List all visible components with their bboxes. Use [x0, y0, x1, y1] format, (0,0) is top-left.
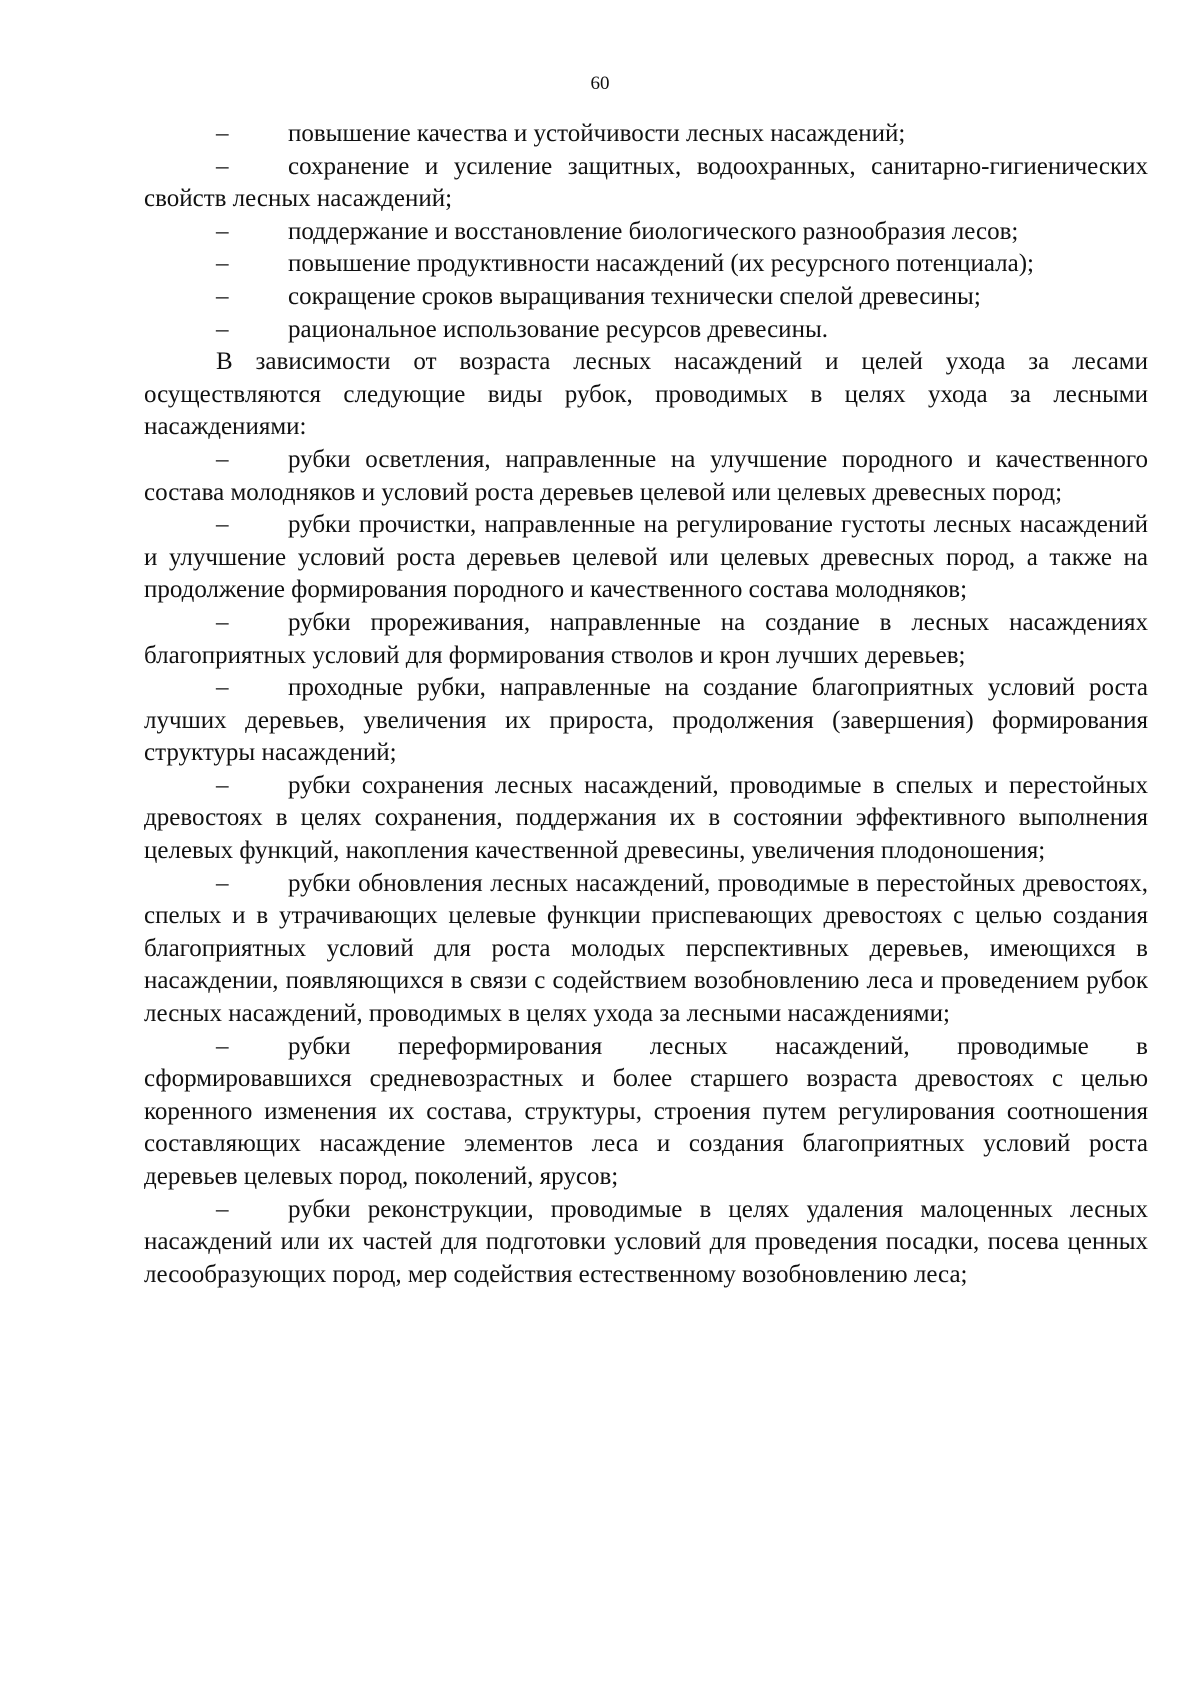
item-text: рациональное использование ресурсов древесины. [288, 315, 828, 343]
list-item [144, 314, 1148, 347]
dash-marker: – [216, 674, 229, 702]
list-item [144, 118, 1148, 151]
dash-marker: – [216, 282, 229, 310]
item-text: рубки переформирования лесных насаждений, проводимые в сформировавшихся средневозрастных и более старшего возраста древостоях с целью коренного изменения их состава, структуры, строения путем регулирования соотношения составляющих насаждение элементов леса и создания благоприятных условий роста деревьев целевых пород, поколений, ярусов; [144, 1032, 1148, 1190]
list-item [144, 248, 1148, 281]
dash-marker: – [216, 608, 229, 636]
item-text: повышение качества и устойчивости лесных насаждений; [288, 120, 906, 147]
list-item [144, 444, 1148, 509]
list-item [144, 281, 1148, 314]
dash-marker: – [216, 315, 229, 343]
dash-marker: – [216, 771, 229, 799]
dash-marker: – [216, 1195, 229, 1223]
item-text: рубки прореживания, направленные на создание в лесных насаждениях благоприятных условий для формирования стволов и крон лучших деревьев; [144, 608, 1148, 669]
list-item [144, 509, 1148, 607]
list-item [144, 868, 1148, 1031]
item-text: рубки прочистки, направленные на регулирование густоты лесных насаждений и улучшение условий роста деревьев целевой или целевых древесных пород, а также на продолжение формирования породного и качественного состава молодняков; [144, 511, 1148, 604]
dash-marker: – [216, 869, 229, 897]
page-number: 60 [590, 73, 610, 94]
item-text: повышение продуктивности насаждений (их ресурсного потенциала); [288, 250, 1034, 278]
dash-marker: – [216, 445, 229, 473]
dash-marker: – [216, 217, 229, 245]
item-text: сохранение и усиление защитных, водоохранных, санитарно-гигиенических свойств лесных насаждений; [144, 152, 1148, 213]
dash-marker: – [216, 511, 229, 539]
list-item [144, 216, 1148, 249]
body-text [144, 118, 1148, 1291]
intro-paragraph: В зависимости от возраста лесных насаждений и целей ухода за лесами осуществляются следующие виды рубок, проводимых в целях ухода за лесными насаждениями: [144, 348, 1148, 441]
item-text: рубки обновления лесных насаждений, проводимые в перестойных древостоях, спелых и в утрачивающих целевые функции приспевающих древостоях с целью создания благоприятных условий для роста молодых перспективных деревьев, имеющихся в насаждении, появляющихся в связи с содействием возобновлению леса и проведением рубок лесных насаждений, проводимых в целях ухода за лесными насаждениями; [144, 869, 1148, 1028]
list-item [144, 672, 1148, 770]
dash-marker: – [216, 120, 229, 147]
item-text: поддержание и восстановление биологического разнообразия лесов; [288, 217, 1019, 245]
list-item [144, 1194, 1148, 1292]
dash-marker: – [216, 152, 229, 180]
list-item [144, 151, 1148, 216]
dash-marker: – [216, 1032, 229, 1060]
list-item [144, 1031, 1148, 1194]
item-text: рубки реконструкции, проводимые в целях удаления малоценных лесных насаждений или их частей для подготовки условий для проведения посадки, посева ценных лесообразующих пород, мер содействия естественному возобновлению леса; [144, 1195, 1148, 1288]
item-text: рубки осветления, направленные на улучшение породного и качественного состава молодняков и условий роста деревьев целевой или целевых древесных пород; [144, 445, 1148, 506]
list-item [144, 770, 1148, 868]
item-text: рубки сохранения лесных насаждений, проводимые в спелых и перестойных древостоях в целях сохранения, поддержания их в состоянии эффективного выполнения целевых функций, накопления качественной древесины, увеличения плодоношения; [144, 771, 1148, 865]
list-item [144, 607, 1148, 672]
dash-marker: – [216, 250, 229, 278]
item-text: проходные рубки, направленные на создание благоприятных условий роста лучших деревьев, увеличения их прироста, продолжения (завершения) формирования структуры насаждений; [144, 674, 1148, 767]
item-text: сокращение сроков выращивания технически спелой древесины; [288, 282, 981, 310]
